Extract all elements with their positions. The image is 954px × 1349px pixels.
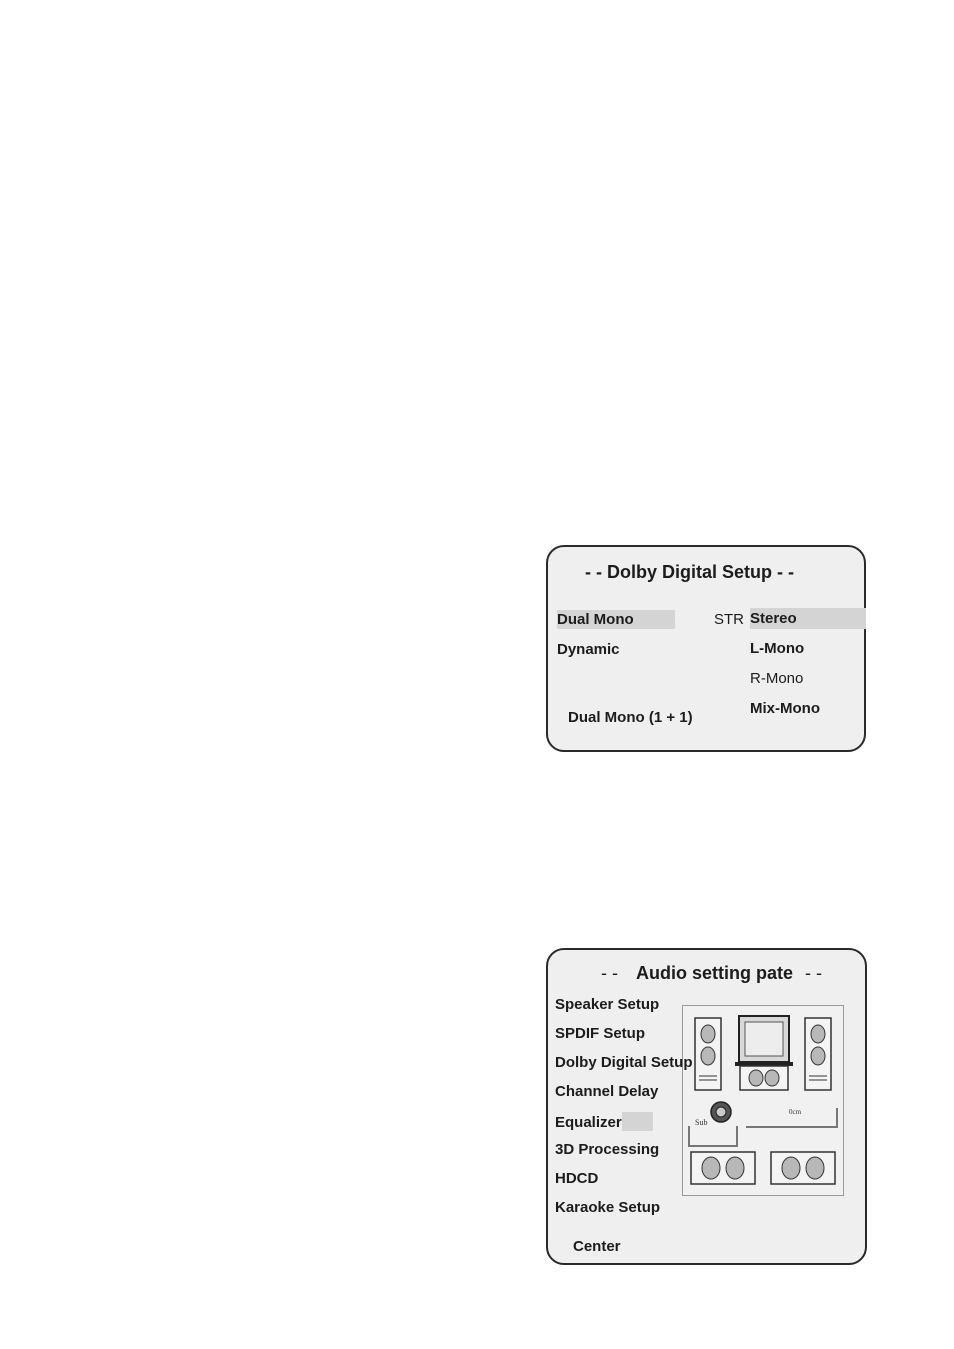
option-label: Stereo (750, 610, 797, 627)
menu-item-channel-delay[interactable]: Channel Delay (555, 1083, 659, 1100)
option-stereo[interactable] (750, 608, 866, 629)
menu-item-dynamic[interactable]: Dynamic (557, 641, 620, 658)
menu-item-hdcd[interactable]: HDCD (555, 1170, 599, 1187)
menu-item-3d-processing[interactable]: 3D Processing (555, 1141, 660, 1158)
speaker-layout-illustration (683, 1006, 845, 1197)
option-mix-mono[interactable]: Mix-Mono (750, 700, 820, 717)
menu-item-equalizer[interactable] (555, 1112, 653, 1131)
option-r-mono[interactable]: R-Mono (750, 670, 804, 687)
dolby-digital-setup-panel (546, 545, 866, 752)
footer-hint: Dual Mono (1 + 1) (568, 709, 693, 726)
menu-item-label: Equalizer (555, 1114, 622, 1131)
footer-hint: Center (573, 1238, 621, 1255)
panel-title: Audio setting pate (636, 963, 793, 983)
current-value-tag: STR (714, 611, 744, 628)
speaker-layout-diagram (682, 1005, 844, 1196)
menu-item-spdif-setup[interactable]: SPDIF Setup (555, 1025, 646, 1042)
rear-right-speaker-icon (771, 1152, 835, 1184)
menu-item-speaker-setup[interactable]: Speaker Setup (555, 996, 660, 1013)
subwoofer-label: Sub (695, 1118, 708, 1127)
audio-setting-panel (546, 948, 867, 1265)
menu-item-label: Dual Mono (557, 611, 634, 628)
center-speaker-icon (740, 1066, 788, 1090)
title-dashes-right: - - (805, 963, 822, 983)
panel-title: - - Dolby Digital Setup - - (585, 562, 794, 582)
option-l-mono[interactable]: L-Mono (750, 640, 805, 657)
delay-value-label: 0cm (789, 1108, 802, 1116)
rear-left-speaker-icon (691, 1152, 755, 1184)
menu-item-dual-mono[interactable] (557, 610, 675, 629)
menu-item-dolby-digital-setup[interactable]: Dolby Digital Setup (555, 1054, 693, 1071)
tv-icon (735, 1016, 793, 1066)
menu-item-karaoke-setup[interactable]: Karaoke Setup (555, 1199, 661, 1216)
selection-highlight (622, 1112, 653, 1131)
front-right-speaker-icon (805, 1018, 831, 1090)
title-dashes-left: - - (601, 963, 618, 983)
front-left-speaker-icon (695, 1018, 721, 1090)
